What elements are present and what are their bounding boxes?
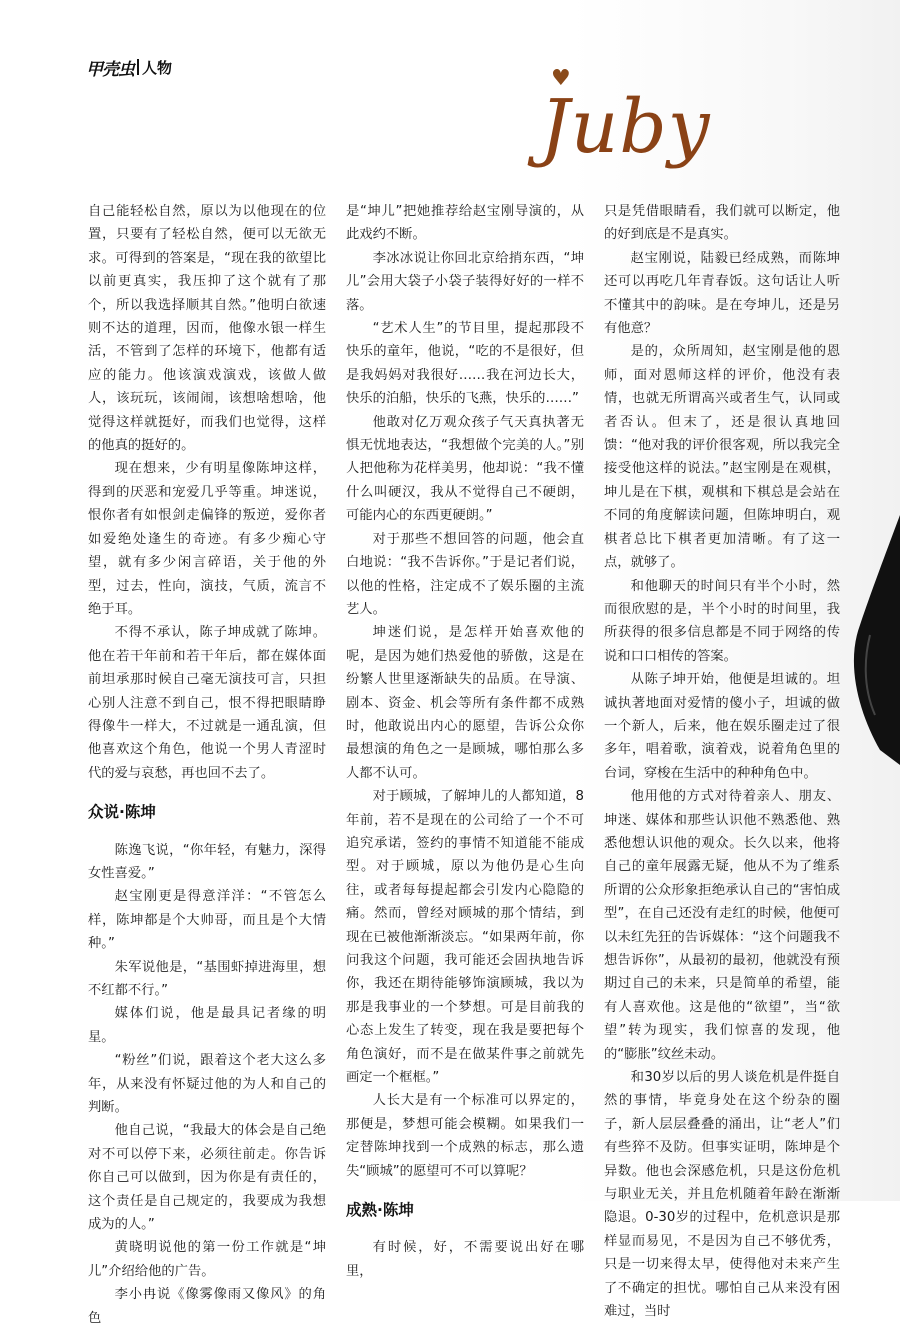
- subheading-maturity: 成熟·陈坤: [346, 1201, 414, 1220]
- paragraph: 和30岁以后的男人谈危机是件挺自然的事情，毕竟身处在这个纷杂的圈子，新人层层叠叠的涌出，让“老人”们有些猝不及防。但事实证明，陈坤是个异数。他也会深感危机，只是这份危机与职业无关，并且危机随着年龄在渐渐隐退。0-30岁的过程中，危机意识是那样显而易见，不是因为自己不够优秀，只是一切来得太早，使得他对未来产生了不确定的担忧。哪怕自己从来没有困难过，当时: [604, 1070, 840, 1320]
- paragraph: “艺术人生”的节目里，提起那段不快乐的童年，他说，“吃的不是很好，但是我妈妈对我很好……我在河边长大，快乐的泊船，快乐的飞燕，快乐的……”: [346, 321, 584, 407]
- header-divider: [137, 59, 139, 75]
- paragraph: 黄晓明说他的第一份工作就是“坤儿”介绍给他的广告。: [88, 1240, 326, 1279]
- paragraph: 媒体们说，他是最具记者缘的明星。: [88, 1006, 326, 1045]
- paragraph: 他用他的方式对待着亲人、朋友、坤迷、媒体和那些认识他不熟悉他、熟悉他想认识他的观众。长久以来，他将自己的童年展露无疑，他从不为了维系所谓的公众形象拒绝承认自己的“害怕成型”，在自己还没有走红的时候，他便可以未红先狂的告诉媒体：“这个问题我不想告诉你”，从最初的最初，他就没有预期过自己的未来，只是简单的希望，能有人喜欢他。这是他的“欲望”，当“欲望”转为现实，我们惊喜的发现，他的“膨胀”纹丝未动。: [604, 789, 840, 1062]
- paragraph: 是“坤儿”把她推荐给赵宝刚导演的，从此戏约不断。: [346, 204, 584, 243]
- paragraph: 他敢对亿万观众孩子气天真执著无惧无忧地表达，“我想做个完美的人。”别人把他称为花样美男，他却说：“我不懂什么叫硬汉，我从不觉得自己不硬朗，可能内心的东西更硬朗。”: [346, 414, 584, 524]
- paragraph: 不得不承认，陈子坤成就了陈坤。他在若干年前和若干年后，都在媒体面前坦承那时候自己毫无演技可言，只担心别人注意不到自己，恨不得把眼睛睁得像牛一样大，不过就是一通乱演，但他喜欢这个角色，他说一个男人青涩时代的爱与哀愁，再也回不去了。: [88, 625, 326, 781]
- paragraph: 他自己说，“我最大的体会是自己绝对不可以停下来，必须往前走。你告诉你自己可以做到，因为你是有责任的，这个责任是自己规定的，我要成为我想成为的人。”: [88, 1123, 326, 1233]
- photo-fragment: [840, 515, 900, 765]
- paragraph: 李小冉说《像雾像雨又像风》的角色: [88, 1287, 326, 1326]
- page-header: [86, 55, 172, 79]
- paragraph: 自己能轻松自然，原以为以他现在的位置，只要有了轻松自然，便可以无欲无求。可得到的答案是，“现在我的欲望比以前更真实，我压抑了这个就有了那个，所以我选择顺其自然。”他明白欲速则不达的道理，因而，他像水银一样生活，不管到了怎样的环境下，他都有适应的能力。他该演戏演戏，该做人做人，该玩玩，该闹闹，该想啥想啥，他觉得这样就挺好，而我们也觉得，这样的他真的挺好的。: [88, 204, 326, 454]
- paragraph: 对于那些不想回答的问题，他会直白地说：“我不告诉你。”于是记者们说，以他的性格，注定成不了娱乐圈的主流艺人。: [346, 531, 584, 617]
- juby-logo: [540, 66, 711, 196]
- paragraph: “粉丝”们说，跟着这个老大这么多年，从来没有怀疑过他的为人和自己的判断。: [88, 1053, 326, 1116]
- juby-wordmark: Juby: [540, 84, 711, 170]
- paragraph: 是的，众所周知，赵宝刚是他的恩师，面对恩师这样的评价，他没有表情，也就无所谓高兴或者生气，认同或者否认。但末了，还是很认真地回馈：“他对我的评价很客观，所以我完全接受他这样的说法。”赵宝刚是在观棋，坤儿是在下棋，观棋和下棋总是会站在不同的角度解读问题，但陈坤明白，观棋者总比下棋者更加清晰。有了这一点，就够了。: [604, 344, 840, 571]
- subheading-opinions: 众说·陈坤: [88, 803, 156, 822]
- paragraph: 现在想来，少有明星像陈坤这样，得到的厌恶和宠爱几乎等重。坤迷说，恨你者有如恨剑走偏锋的叛逆，爱你者如爱绝处逢生的奇迹。有多少痴心守望，就有多少闲言碎语，关于他的外型，过去，性向，演技，气质，流言不绝于耳。: [88, 461, 326, 617]
- column-1: [88, 200, 326, 1330]
- paragraph: 对于顾城，了解坤儿的人都知道，8年前，若不是现在的公司给了一个不可追究承诺，签约的事情不知道能不能成型。对于顾城，原以为他仍是心生向往，或者每每提起都会引发内心隐隐的痛。然而，曾经对顾城的那个情结，到现在已被他渐渐淡忘。“如果两年前，你问我这个问题，我可能还会固执地告诉你，我还在期待能够饰演顾城，我以为那是我事业的一个梦想。可是目前我的心态上发生了转变，现在我是要把每个角色演好，而不是在做某件事之前就先画定一个框框。”: [346, 789, 584, 1086]
- column-3: [604, 200, 840, 1324]
- section-title: 人物: [142, 58, 173, 77]
- paragraph: 有时候，好，不需要说出好在哪里，: [346, 1240, 584, 1279]
- paragraph: 陈逸飞说，“你年轻，有魅力，深得女性喜爱。”: [88, 842, 326, 881]
- paragraph: 和他聊天的时间只有半个小时，然而很欣慰的是，半个小时的时间里，我所获得的很多信息都是不同于网络的传说和口口相传的答案。: [604, 578, 840, 664]
- paragraph: 坤迷们说，是怎样开始喜欢他的呢，是因为她们热爱他的骄傲，这是在纷繁人世里逐渐缺失的品质。在导演、剧本、资金、机会等所有条件都不成熟时，他敢说出内心的愿望，告诉公众你最想演的角色之一是顾城，哪怕那么多人都不认可。: [346, 625, 584, 781]
- paragraph: 赵宝刚更是得意洋洋：“不管怎么样，陈坤都是个大帅哥，而且是个大情种。”: [88, 889, 326, 952]
- heart-icon: ♥: [551, 66, 571, 91]
- paragraph: 从陈子坤开始，他便是坦诚的。坦诚执著地面对爱情的傻小子，坦诚的做一个新人，后来，他在娱乐圈走过了很多年，唱着歌，演着戏，说着角色里的台词，穿梭在生活中的种种角色中。: [604, 672, 840, 781]
- magazine-logo: 甲壳虫: [86, 59, 134, 80]
- paragraph: 人长大是有一个标准可以界定的，那便是，梦想可能会模糊。如果我们一定替陈坤找到一个成熟的标志，那么遗失“顾城”的愿望可不可以算呢？: [346, 1093, 584, 1179]
- paragraph: 李冰冰说让你回北京给捎东西，“坤儿”会用大袋子小袋子装得好好的一样不落。: [346, 250, 584, 313]
- paragraph: 赵宝刚说，陆毅已经成熟，而陈坤还可以再吃几年青春饭。这句话让人听不懂其中的韵味。是在夸坤儿，还是另有他意？: [604, 250, 840, 337]
- column-2: [346, 200, 584, 1283]
- paragraph: 只是凭借眼睛看，我们就可以断定，他的好到底是不是真实。: [604, 204, 840, 243]
- paragraph: 朱军说他是，“基围虾掉进海里，想不红都不行。”: [88, 959, 326, 998]
